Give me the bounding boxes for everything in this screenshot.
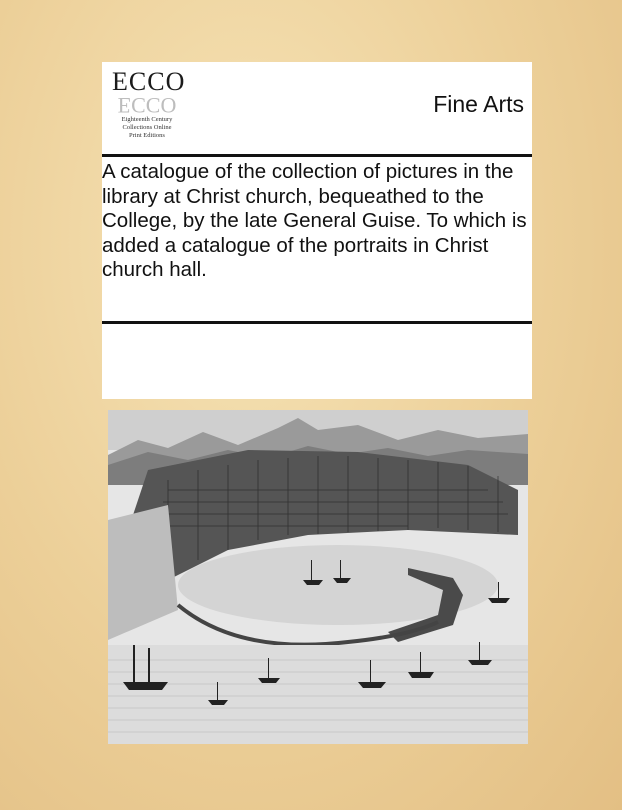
logo-mark: ECCO: [112, 67, 186, 96]
cover-header: [102, 62, 532, 154]
book-title: A catalogue of the collection of pictures in the library at Christ church, bequeathed to the College, by the late General Guise. To which is added a catalogue of the portraits in Christ church hall.: [102, 160, 527, 281]
logo-mark-reflection: ECCO: [117, 93, 177, 118]
category-label: Fine Arts: [433, 91, 524, 117]
title-rule-top: [102, 154, 532, 157]
logo-line-1: Eighteenth Century: [121, 116, 173, 123]
cover-panel: [102, 62, 532, 399]
engraved-harbour-view: [108, 410, 528, 744]
ecco-logo: [112, 67, 186, 152]
title-rule-bottom: [102, 321, 532, 324]
logo-line-2: Collections Online: [122, 124, 172, 131]
logo-line-3: Print Editions: [129, 132, 165, 139]
